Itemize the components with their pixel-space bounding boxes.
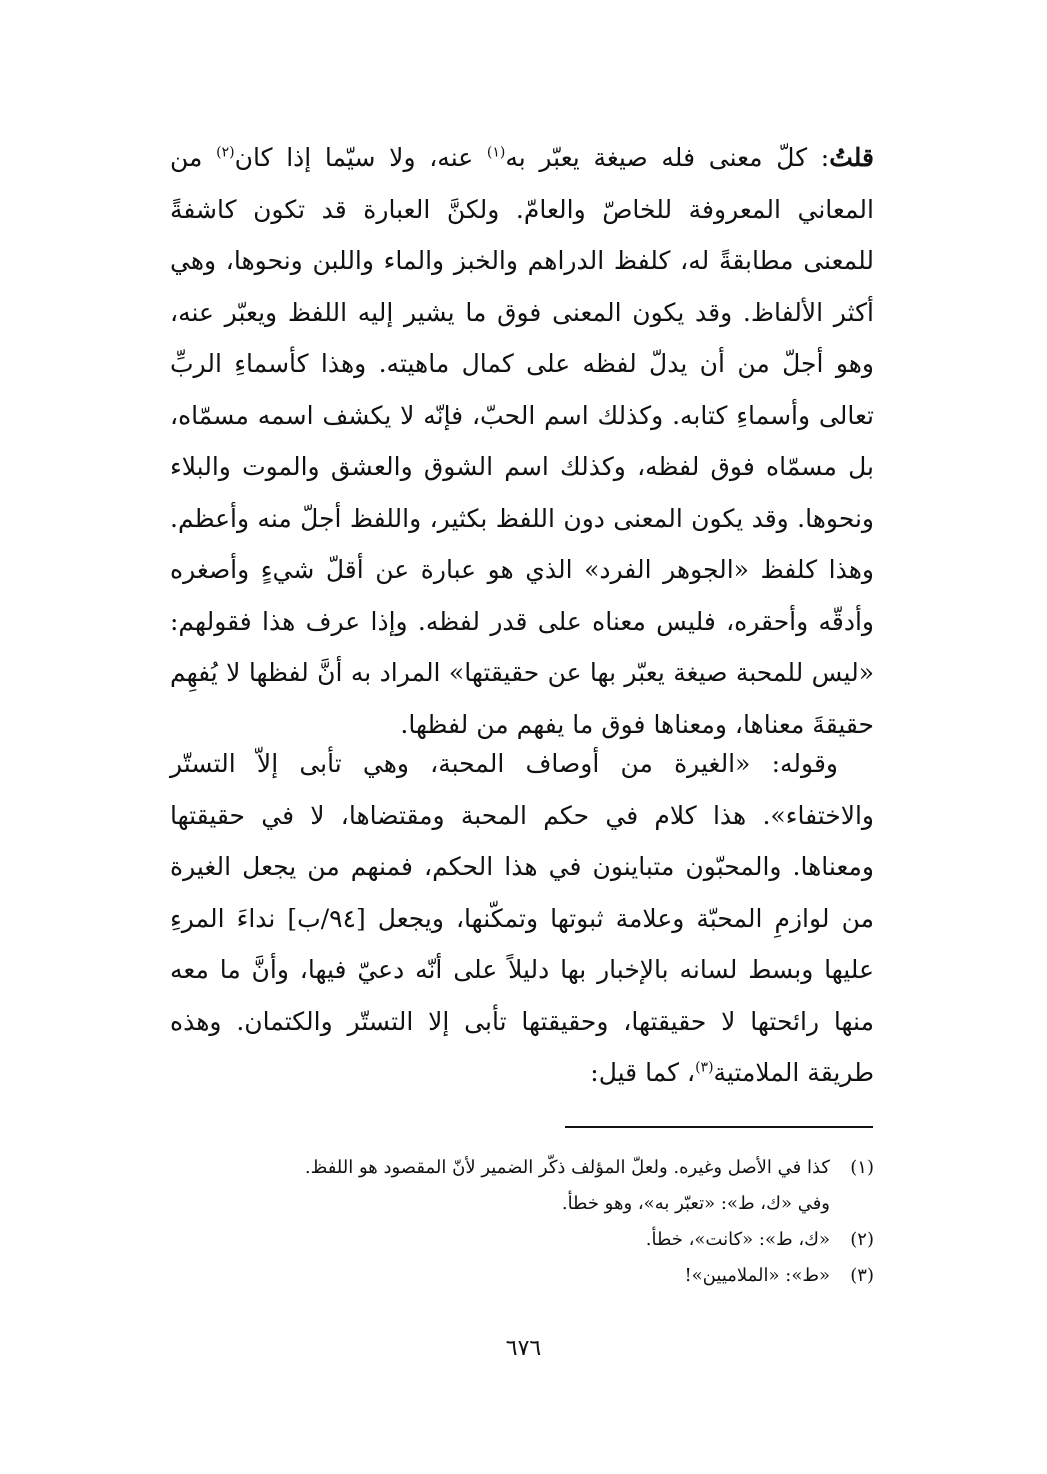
paragraph-2-text-b: ، كما قيل: [590, 1058, 696, 1087]
footnote-ref-1: (١) [486, 144, 506, 161]
paragraph-1-text-b: عنه، ولا سيّما إذا كان [234, 143, 487, 172]
footnote-number: (٣) [850, 1265, 874, 1286]
footnote-1-continuation: وفي «ك، ط»: «تعبّر به»، وهو خطأ. [561, 1193, 830, 1214]
paragraph-1-text-a: : كلّ معنى فله صيغة يعبّر به [505, 143, 830, 172]
paragraph-1-text-c: من المعاني المعروفة للخاصّ والعامّ. ولكنَّ العبارة قد تكون كاشفةً للمعنى مطابقةً له، كلفظ الدراهم والخبز والماء واللبن ونحوها، وهي أكثر الألفاظ. وقد يكون المعنى فوق ما يشير إليه اللفظ ويعبّر عنه، وهو أجلّ من أن يدلّ لفظه على كمال ماهيته. وهذا كأسماءِ الربِّ تعالى وأسماءِ كتابه. وكذلك اسم الحبّ، فإنّه لا يكشف اسمه مسمّاه، بل مسمّاه فوق لفظه، وكذلك اسم الشوق والعشق والموت والبلاء ونحوها. وقد يكون المعنى دون اللفظ بكثير، واللفظ أجلّ منه وأعظم. وهذا كلفظ «الجوهر الفرد» الذي هو عبارة عن أقلّ شيءٍ وأصغره وأدقّه وأحقره، فليس معناه على قدر لفظه. وإذا عرف هذا فقولهم: «ليس للمحبة صيغة يعبّر بها عن حقيقتها» المراد به أنَّ لفظها لا يُفهِم حقيقةَ معناها، ومعناها فوق ما يفهم من لفظها. [170, 143, 874, 739]
footnote-text: «ط»: «الملاميين»! [684, 1265, 830, 1286]
footnote-text: كذا في الأصل وغيره. ولعلّ المؤلف ذكّر الضمير لأنّ المقصود هو اللفظ. [304, 1157, 830, 1178]
footnotes [170, 1150, 874, 1294]
footnote-ref-2: (٢) [216, 144, 235, 161]
paragraph-1 [170, 132, 874, 750]
footnote-separator [565, 1126, 873, 1128]
footnote-ref-3: (٣) [695, 1059, 714, 1076]
page-number: ٦٧٦ [505, 1336, 542, 1361]
paragraph-2 [170, 738, 874, 1099]
footnote-2 [170, 1222, 874, 1258]
footnote-1 [170, 1150, 874, 1186]
footnote-number: (٢) [850, 1229, 874, 1250]
paragraph-lead-word: قلتُ [829, 143, 875, 172]
footnote-text: «ك، ط»: «كانت»، خطأ. [645, 1229, 830, 1250]
footnote-3 [170, 1258, 874, 1294]
footnote-number: (١) [850, 1157, 874, 1178]
paragraph-2-text-a: وقوله: «الغيرة من أوصاف المحبة، وهي تأبى إلاّ التستّر والاختفاء». هذا كلام في حكم المحبة ومقتضاها، لا في حقيقتها ومعناها. والمحبّون متباينون في هذا الحكم، فمنهم من يجعل الغيرة من لوازمِ المحبّة وعلامة ثبوتها وتمكّنها، ويجعل [٩٤/ب] نداءَ المرءِ عليها وبسط لسانه بالإخبار بها دليلاً على أنّه دعيّ فيها، وأنَّ ما معه منها رائحتها لا حقيقتها، وحقيقتها تأبى إلا التستّر والكتمان. وهذه طريقة الملامتية [170, 749, 874, 1087]
